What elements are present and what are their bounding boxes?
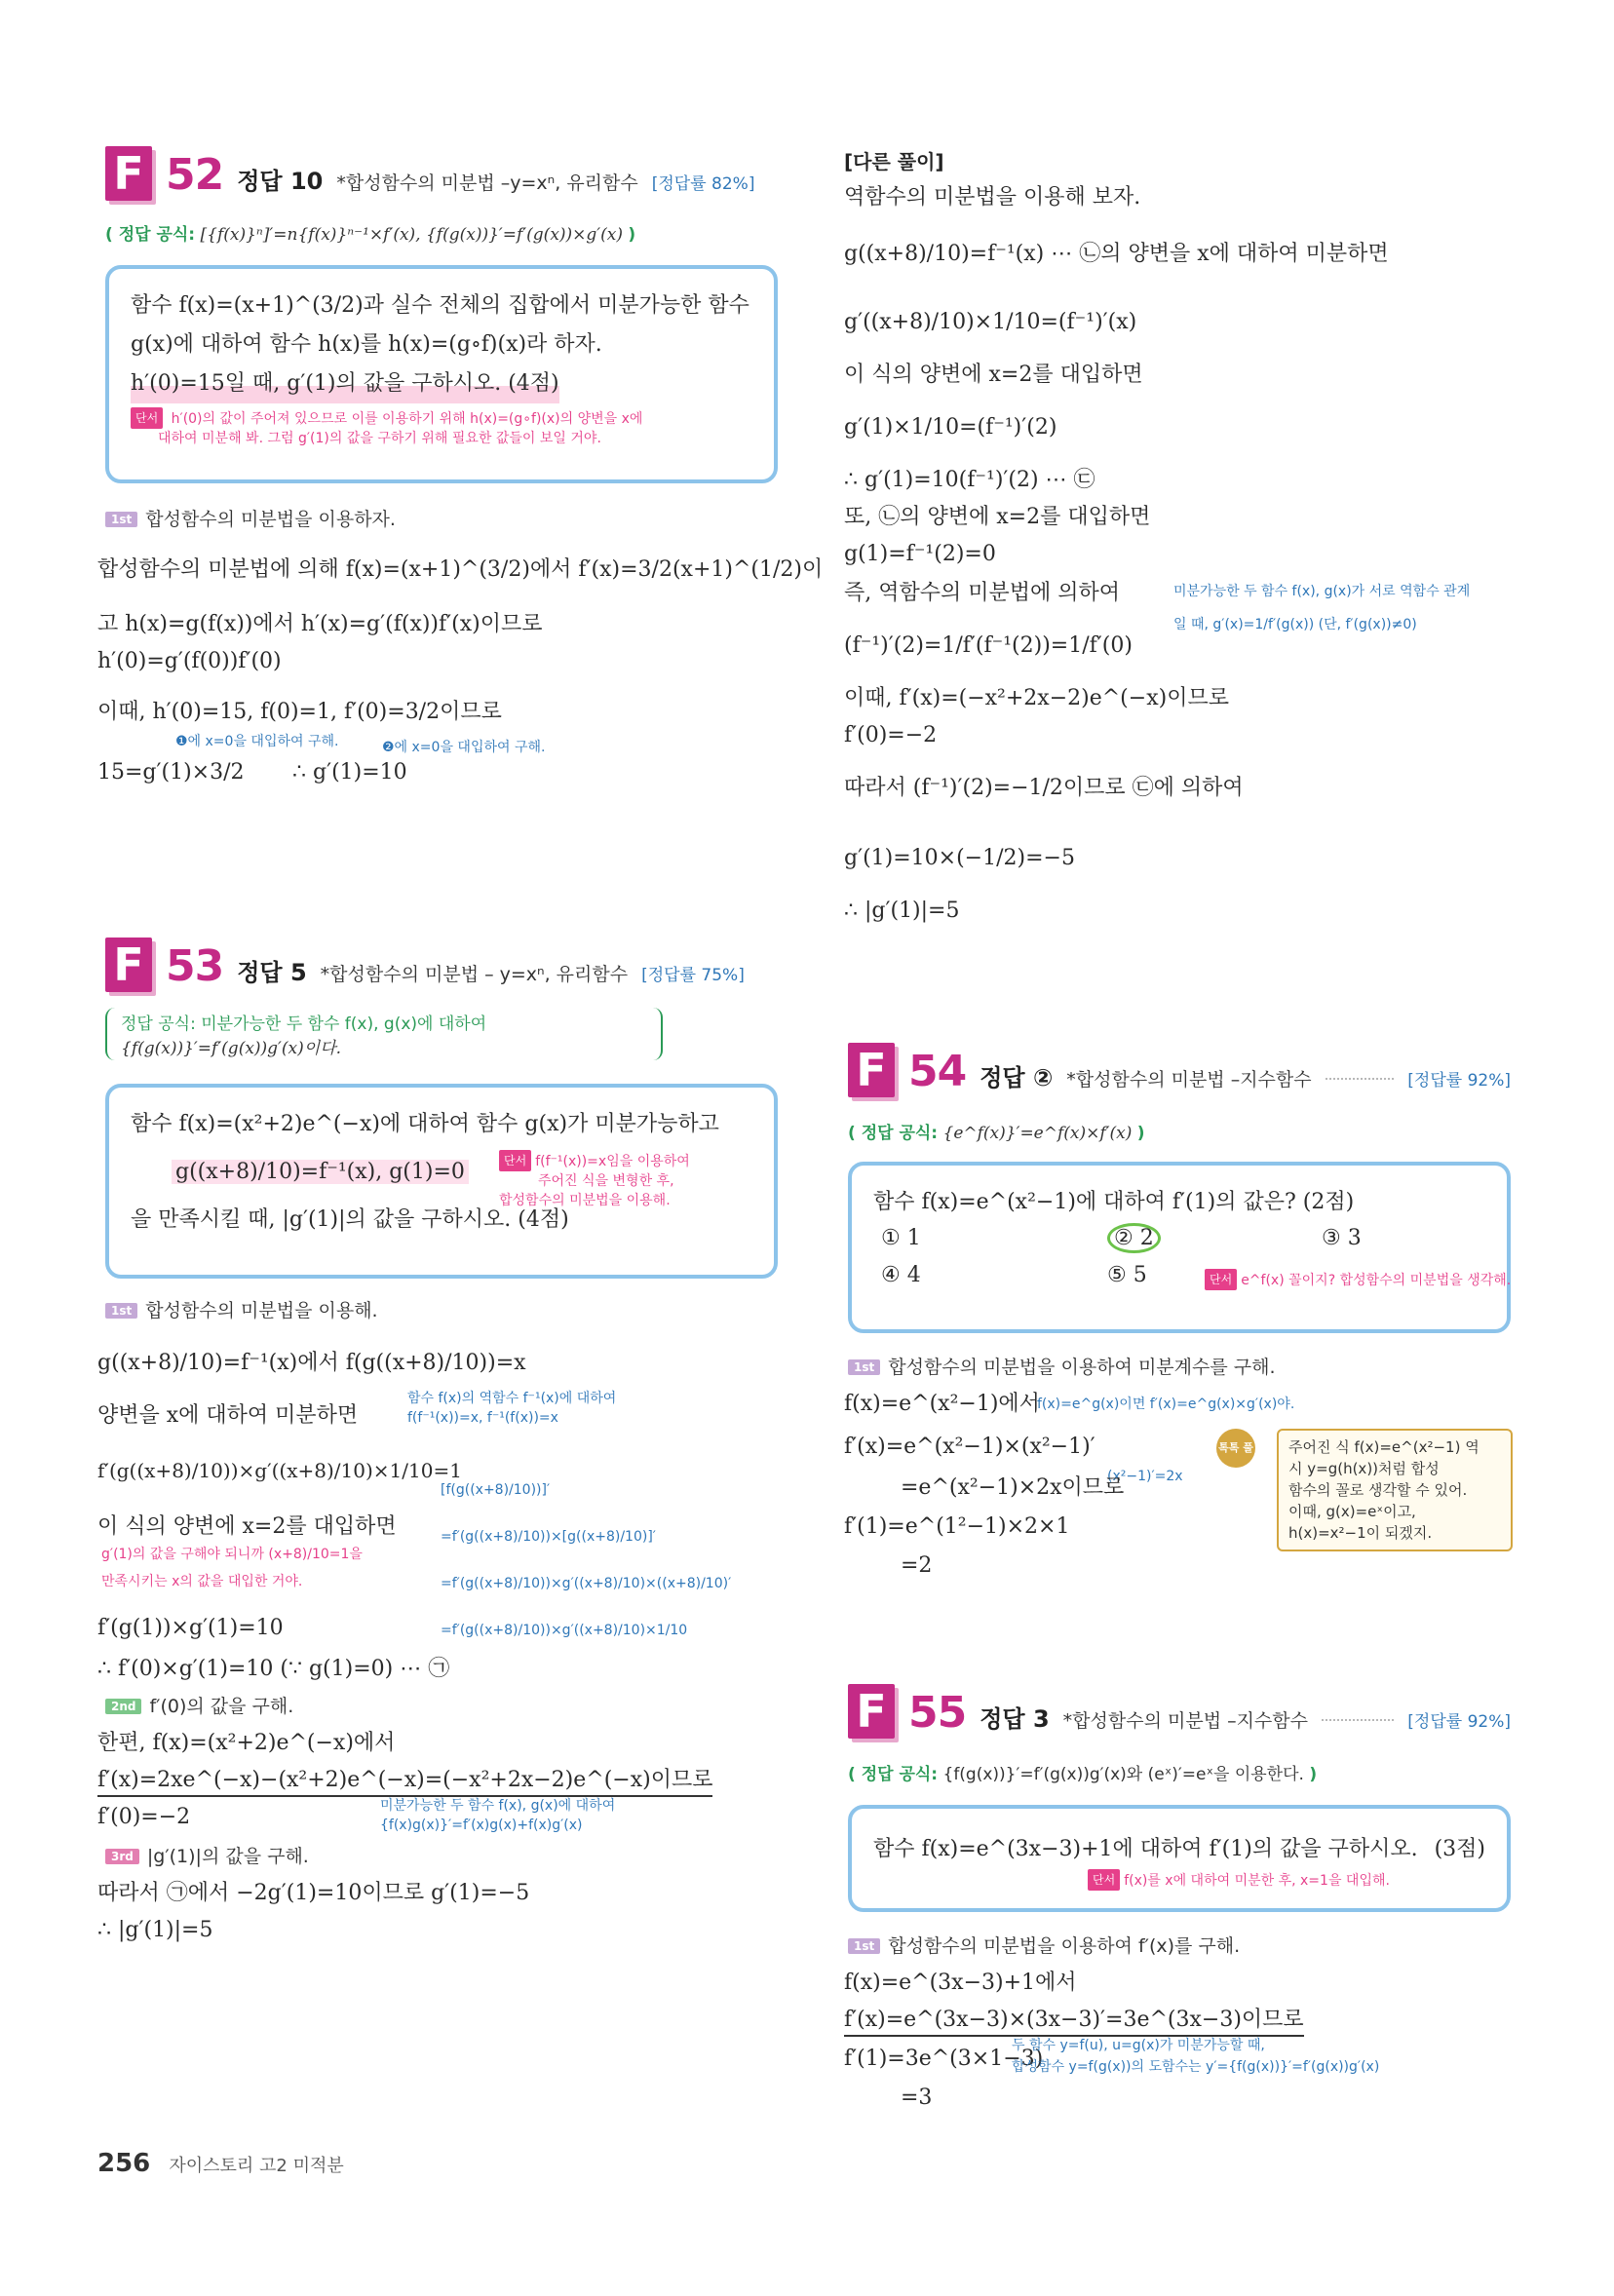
f53-header bbox=[105, 938, 745, 992]
f52-question-box bbox=[105, 265, 778, 483]
f55-question-line bbox=[873, 1830, 1485, 1869]
f53-line: 이 식의 양변에 x=2를 대입하면 bbox=[97, 1514, 397, 1539]
f55-line: =3 bbox=[901, 2086, 933, 2110]
f52-formula bbox=[105, 220, 635, 245]
f53-step1 bbox=[105, 1296, 378, 1322]
dotted-leader bbox=[1322, 1719, 1394, 1721]
f52-line: 이때, h′(0)=15, f(0)=1, f′(0)=3/2이므로 bbox=[97, 700, 502, 724]
f54-formula-label: ( 정답 공식: bbox=[848, 1124, 939, 1143]
f54-hint bbox=[1205, 1269, 1511, 1290]
f52-note: ❷에 x=0을 대입하여 구해. bbox=[382, 740, 546, 755]
hint-tag: 단서 bbox=[131, 407, 163, 429]
f52-label-box: F bbox=[105, 146, 152, 201]
f53-line: f′(g((x+8)/10))×g′((x+8)/10)×1/10=1 bbox=[97, 1459, 462, 1482]
alt-line: g((x+8)/10)=f⁻¹(x) ⋯ ㉡의 양변을 x에 대하여 미분하면 bbox=[844, 242, 1389, 266]
f53-rate: [정답률 75%] bbox=[641, 966, 745, 985]
f53-condition: g((x+8)/10)=f⁻¹(x), g(1)=0 bbox=[172, 1160, 469, 1184]
f53-note: g′(1)의 값을 구해야 되니까 (x+8)/10=1을 bbox=[101, 1547, 363, 1562]
f54-step1 bbox=[848, 1353, 1276, 1379]
f54-formula-text: {e^f(x)}′=e^f(x)×f′(x) bbox=[942, 1124, 1133, 1143]
f53-note: =f′(g((x+8)/10))×g′((x+8)/10)×((x+8)/10)′ bbox=[441, 1576, 732, 1591]
f55-number: 55 bbox=[908, 1688, 967, 1738]
step-tag: 1st bbox=[105, 1303, 137, 1319]
alt-line: 역함수의 미분법을 이용해 보자. bbox=[844, 185, 1141, 210]
choice-2-label: ② 2 bbox=[1107, 1223, 1161, 1253]
f55-question-text: 함수 f(x)=e^(3x−3)+1에 대하여 f′(1)의 값을 구하시오. bbox=[873, 1837, 1418, 1861]
f53-line: g((x+8)/10)=f⁻¹(x)에서 f(g((x+8)/10))=x bbox=[97, 1351, 526, 1375]
f54-label-box: F bbox=[848, 1043, 895, 1097]
alt-line: g′(1)×1/10=(f⁻¹)′(2) bbox=[844, 415, 1057, 440]
f54-callout bbox=[1277, 1429, 1513, 1551]
f53-label-box: F bbox=[105, 938, 152, 992]
callout-line: 이때, g(x)=eˣ이고, bbox=[1288, 1503, 1416, 1520]
f54-header bbox=[848, 1043, 1511, 1097]
f55-points: (3점) bbox=[1434, 1837, 1485, 1861]
f52-line: h′(0)=g′(f(0))f′(0) bbox=[97, 649, 282, 673]
f52-line: ∴ g′(1)=10 bbox=[292, 760, 407, 784]
f54-answer: 정답 ② bbox=[980, 1064, 1054, 1091]
alt-line: 따라서 (f⁻¹)′(2)=−1/2이므로 ㉢에 의하여 bbox=[844, 776, 1244, 800]
f53-formula-line: 정답 공식: 미분가능한 두 함수 f(x), g(x)에 대하여 bbox=[121, 1014, 487, 1034]
f52-question-line: 함수 f(x)=(x+1)^(3/2)과 실수 전체의 집합에서 미분가능한 함수 bbox=[131, 293, 749, 318]
f55-formula-text: {f(g(x))}′=f′(g(x))g′(x)와 (eˣ)′=eˣ을 이용한다. bbox=[942, 1765, 1304, 1784]
alt-line: 즉, 역함수의 미분법에 의하여 bbox=[844, 581, 1120, 605]
alt-line: g′((x+8)/10)×1/10=(f⁻¹)′(x) bbox=[844, 310, 1137, 334]
f53-note: 함수 f(x)의 역함수 f⁻¹(x)에 대하여 bbox=[407, 1391, 617, 1406]
f55-formula-end: ) bbox=[1309, 1765, 1318, 1784]
choice-1[interactable]: ① 1 bbox=[881, 1226, 921, 1250]
f53-note: =f′(g((x+8)/10))×g′((x+8)/10)×1/10 bbox=[441, 1623, 688, 1638]
step-tag: 2nd bbox=[105, 1699, 141, 1714]
f53-line: 양변을 x에 대하여 미분하면 bbox=[97, 1403, 359, 1428]
f52-header bbox=[105, 146, 754, 201]
dotted-leader bbox=[1326, 1078, 1395, 1080]
f55-hint-text: f(x)를 x에 대하여 미분한 후, x=1을 대입해. bbox=[1124, 1873, 1390, 1889]
f53-step3 bbox=[105, 1842, 309, 1868]
alt-line: (f⁻¹)′(2)=1/f′(f⁻¹(2))=1/f′(0) bbox=[844, 633, 1133, 658]
alt-line: 또, ㉡의 양변에 x=2를 대입하면 bbox=[844, 505, 1151, 529]
alt-line: f′(0)=−2 bbox=[844, 723, 938, 747]
f53-line: f′(g(1))×g′(1)=10 bbox=[97, 1616, 284, 1640]
f55-label-box: F bbox=[848, 1684, 895, 1739]
f54-line: =2 bbox=[901, 1553, 933, 1578]
f53-line: f′(x)=2xe^(−x)−(x²+2)e^(−x)=(−x²+2x−2)e^(−x)이므로 bbox=[97, 1766, 712, 1797]
f52-formula-end: ) bbox=[628, 225, 636, 245]
f53-note: [f(g((x+8)/10))]′ bbox=[441, 1482, 551, 1498]
f55-step1 bbox=[848, 1932, 1240, 1958]
f54-line: =e^(x²−1)×2x이므로 bbox=[901, 1475, 1125, 1500]
callout-line: 주어진 식 f(x)=e^(x²−1) 역 bbox=[1288, 1438, 1480, 1456]
choice-4[interactable]: ④ 4 bbox=[881, 1263, 921, 1287]
alt-note: 미분가능한 두 함수 f(x), g(x)가 서로 역함수 관계 bbox=[1173, 584, 1471, 599]
f53-note: {f(x)g(x)}′=f′(x)g(x)+f(x)g′(x) bbox=[380, 1818, 583, 1833]
f53-line: f′(0)=−2 bbox=[97, 1805, 191, 1829]
f55-question-box bbox=[848, 1805, 1511, 1912]
f53-hint-line: f(f⁻¹(x))=x임을 이용하여 bbox=[535, 1154, 690, 1169]
step-text: 합성함수의 미분법을 이용하자. bbox=[145, 509, 396, 530]
hint-tag: 단서 bbox=[1205, 1269, 1237, 1290]
f53-line: 따라서 ㉠에서 −2g′(1)=10이므로 g′(1)=−5 bbox=[97, 1881, 530, 1905]
f52-topic: *합성함수의 미분법 –y=xⁿ, 유리함수 bbox=[336, 172, 638, 194]
f52-line: 고 h(x)=g(f(x))에서 h′(x)=g′(f(x))f′(x)이므로 bbox=[97, 612, 543, 636]
f53-note: 만족시키는 x의 값을 대입한 거야. bbox=[101, 1574, 303, 1589]
f54-formula bbox=[848, 1119, 1145, 1143]
f53-topic: *합성함수의 미분법 – y=xⁿ, 유리함수 bbox=[320, 964, 629, 985]
f53-question-box bbox=[105, 1084, 778, 1279]
f54-question-box bbox=[848, 1162, 1511, 1333]
f55-hint bbox=[873, 1869, 1485, 1891]
step-tag: 1st bbox=[848, 1359, 880, 1375]
choice-3[interactable]: ③ 3 bbox=[1322, 1226, 1362, 1250]
f52-hint-line: 대하여 미분해 봐. 그럼 g′(1)의 값을 구하기 위해 필요한 값들이 보일 거야. bbox=[158, 431, 601, 446]
f52-formula-text: [{f(x)}ⁿ]′=n{f(x)}ⁿ⁻¹×f′(x), {f(g(x))}′=f′(g(x))×g′(x) bbox=[200, 225, 624, 245]
f53-hint bbox=[499, 1150, 690, 1210]
f52-line: 합성함수의 미분법에 의해 f(x)=(x+1)^(3/2)에서 f′(x)=3/2(x+1)^(1/2)이 bbox=[97, 557, 824, 582]
f52-formula-label: ( 정답 공식: bbox=[105, 225, 196, 245]
hint-tag: 단서 bbox=[1088, 1869, 1120, 1891]
f52-question-line: h′(0)=15일 때, g′(1)의 값을 구하시오. (4점) bbox=[131, 364, 559, 403]
f54-hint-text: e^f(x) 꼴이지? 합성함수의 미분법을 생각해. bbox=[1241, 1273, 1512, 1288]
f53-formula bbox=[105, 1008, 663, 1060]
f55-rate: [정답률 92%] bbox=[1407, 1712, 1511, 1732]
f55-formula-label: ( 정답 공식: bbox=[848, 1765, 939, 1784]
f53-number: 53 bbox=[166, 941, 224, 991]
book-title: 자이스토리 고2 미적분 bbox=[169, 2156, 344, 2176]
f55-answer: 정답 3 bbox=[980, 1705, 1050, 1733]
callout-line: 시 y=g(h(x))처럼 합성 bbox=[1288, 1460, 1440, 1477]
alt-solution-heading: [다른 풀이] bbox=[844, 150, 944, 173]
f52-answer: 정답 10 bbox=[237, 168, 324, 195]
f54-note: f(x)=e^g(x)이면 f′(x)=e^g(x)×g′(x)야. bbox=[1037, 1397, 1295, 1412]
callout-line: h(x)=x²−1이 되겠지. bbox=[1288, 1524, 1433, 1542]
f54-choices bbox=[873, 1222, 1512, 1290]
f55-header bbox=[848, 1684, 1511, 1739]
f53-note: f(f⁻¹(x))=x, f⁻¹(f(x))=x bbox=[407, 1410, 558, 1426]
tip-badge: 톡톡 풀이 bbox=[1216, 1429, 1255, 1468]
callout-line: 함수의 꼴로 생각할 수 있어. bbox=[1288, 1481, 1468, 1499]
step-text: 합성함수의 미분법을 이용하여 f′(x)를 구해. bbox=[888, 1935, 1241, 1957]
alt-line: 이때, f′(x)=(−x²+2x−2)e^(−x)이므로 bbox=[844, 686, 1229, 710]
f53-line: 한편, f(x)=(x²+2)e^(−x)에서 bbox=[97, 1731, 396, 1755]
f54-note: (x²−1)′=2x bbox=[1107, 1469, 1183, 1484]
f52-hint-line: h′(0)의 값이 주어져 있으므로 이를 이용하기 위해 h(x)=(g∘f)(x)의 양변을 x에 bbox=[171, 411, 643, 427]
f52-hint bbox=[131, 407, 752, 448]
page-footer bbox=[97, 2149, 344, 2178]
f52-line: 15=g′(1)×3/2 bbox=[97, 760, 245, 784]
f53-formula-line: {f(g(x))}′=f′(g(x))g′(x)이다. bbox=[121, 1039, 342, 1058]
page-number: 256 bbox=[97, 2149, 151, 2178]
alt-line: 이 식의 양변에 x=2를 대입하면 bbox=[844, 363, 1143, 387]
f55-topic: *합성함수의 미분법 –지수함수 bbox=[1062, 1710, 1308, 1732]
f54-topic: *합성함수의 미분법 –지수함수 bbox=[1066, 1069, 1312, 1091]
f52-rate: [정답률 82%] bbox=[651, 174, 755, 194]
f53-question-line: 함수 f(x)=(x²+2)e^(−x)에 대하여 함수 g(x)가 미분가능하고 bbox=[131, 1112, 719, 1136]
f55-line: f′(1)=3e^(3×1−3) bbox=[844, 2047, 1044, 2071]
step-text: |g′(1)|의 값을 구해. bbox=[146, 1846, 309, 1867]
f52-note: ❶에 x=0을 대입하여 구해. bbox=[175, 734, 339, 749]
choice-2[interactable] bbox=[1107, 1226, 1161, 1250]
step-text: 합성함수의 미분법을 이용해. bbox=[145, 1300, 378, 1321]
step-tag: 1st bbox=[848, 1938, 880, 1954]
f55-line: f′(x)=e^(3x−3)×(3x−3)′=3e^(3x−3)이므로 bbox=[844, 2006, 1304, 2037]
f53-note: =f′(g((x+8)/10))×[g((x+8)/10)]′ bbox=[441, 1529, 656, 1545]
f53-question-line: 을 만족시킬 때, |g′(1)|의 값을 구하시오. (4점) bbox=[131, 1207, 569, 1232]
f54-formula-end: ) bbox=[1136, 1124, 1145, 1143]
f55-formula bbox=[848, 1760, 1317, 1784]
step-text: f′(0)의 값을 구해. bbox=[149, 1696, 294, 1717]
f54-line: f(x)=e^(x²−1)에서 bbox=[844, 1392, 1040, 1416]
f53-answer: 정답 5 bbox=[237, 959, 307, 986]
f54-number: 54 bbox=[908, 1047, 967, 1096]
alt-note: 일 때, g′(x)=1/f′(g(x)) (단, f′(g(x))≠0) bbox=[1173, 617, 1417, 632]
f52-question-line: g(x)에 대하여 함수 h(x)를 h(x)=(g∘f)(x)라 하자. bbox=[131, 332, 602, 357]
f54-question-text: 함수 f(x)=e^(x²−1)에 대하여 f′(1)의 값은? (2점) bbox=[873, 1190, 1355, 1214]
f54-rate: [정답률 92%] bbox=[1407, 1071, 1511, 1091]
f55-note: 두 함수 y=f(u), u=g(x)가 미분가능할 때, bbox=[1012, 2038, 1265, 2053]
step-tag: 1st bbox=[105, 512, 137, 527]
f53-hint-line: 합성함수의 미분법을 이용해. bbox=[499, 1193, 671, 1208]
f54-line: f′(x)=e^(x²−1)×(x²−1)′ bbox=[844, 1435, 1095, 1459]
f52-step1 bbox=[105, 505, 396, 531]
f54-line: f′(1)=e^(1²−1)×2×1 bbox=[844, 1514, 1070, 1539]
f53-hint-line: 주어진 식을 변형한 후, bbox=[538, 1173, 674, 1189]
choice-5[interactable]: ⑤ 5 bbox=[1107, 1263, 1147, 1287]
alt-line: ∴ |g′(1)|=5 bbox=[844, 899, 960, 923]
f53-line: ∴ |g′(1)|=5 bbox=[97, 1918, 213, 1942]
f55-line: f(x)=e^(3x−3)+1에서 bbox=[844, 1971, 1077, 1995]
f53-line: ∴ f′(0)×g′(1)=10 (∵ g(1)=0) ⋯ ㉠ bbox=[97, 1657, 450, 1681]
alt-line: ∴ g′(1)=10(f⁻¹)′(2) ⋯ ㉢ bbox=[844, 468, 1095, 492]
step-text: 합성함수의 미분법을 이용하여 미분계수를 구해. bbox=[888, 1357, 1276, 1378]
hint-tag: 단서 bbox=[499, 1150, 531, 1171]
alt-line: g(1)=f⁻¹(2)=0 bbox=[844, 542, 996, 566]
step-tag: 3rd bbox=[105, 1849, 139, 1864]
alt-line: g′(1)=10×(−1/2)=−5 bbox=[844, 846, 1075, 870]
f53-note: 미분가능한 두 함수 f(x), g(x)에 대하여 bbox=[380, 1798, 616, 1814]
f52-number: 52 bbox=[166, 150, 224, 200]
f55-note: 합성함수 y=f(g(x))의 도함수는 y′={f(g(x))}′=f′(g(x))g′(x) bbox=[1012, 2059, 1380, 2075]
f53-step2 bbox=[105, 1692, 293, 1718]
